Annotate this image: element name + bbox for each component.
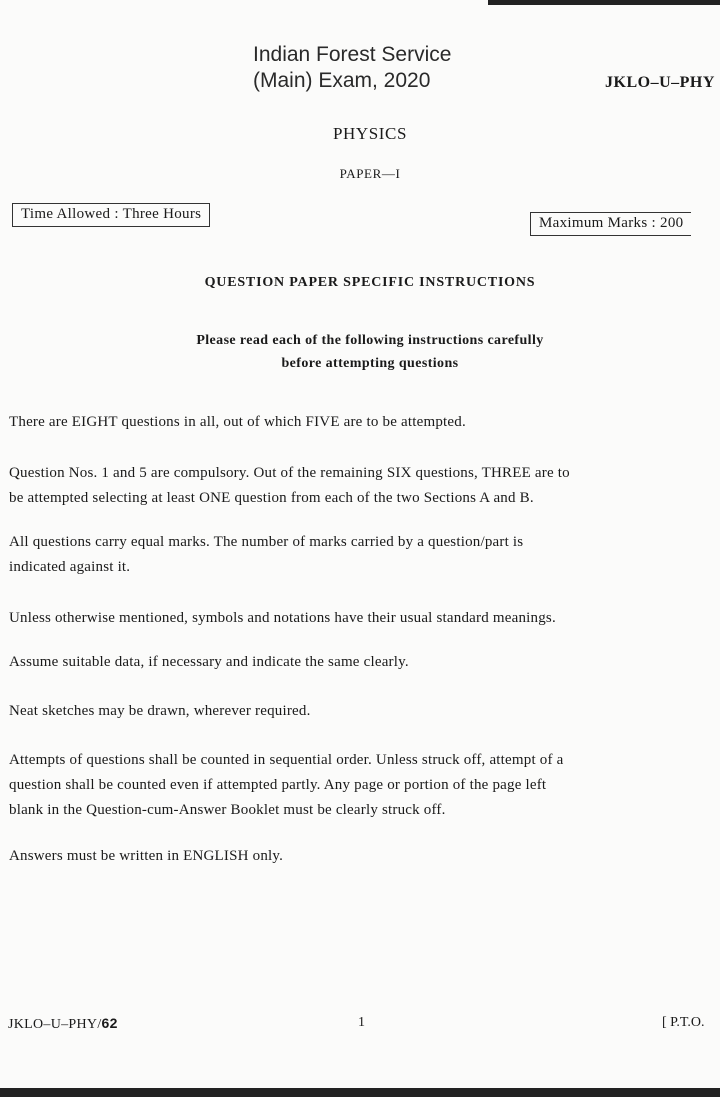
instruction-line: Unless otherwise mentioned, symbols and notations have their usual standard meanings. — [9, 610, 556, 626]
exam-stamp — [253, 42, 483, 94]
instruction-line: be attempted selecting at least ONE question from each of the two Sections A and B. — [9, 490, 534, 506]
instruction-line: indicated against it. — [9, 559, 131, 575]
instructions-heading: QUESTION PAPER SPECIFIC INSTRUCTIONS — [204, 275, 536, 290]
instruction-line: Answers must be written in ENGLISH only. — [9, 848, 284, 864]
instruction-1 — [9, 410, 720, 435]
instruction-3 — [9, 530, 720, 580]
instruction-line: question shall be counted even if attempted partly. Any page or portion of the page left — [9, 777, 547, 793]
instructions-subheading-1: Please read each of the following instructions carefully — [196, 333, 544, 348]
pto-label: [ P.T.O. — [662, 1015, 705, 1030]
footer-code-number: 62 — [101, 1015, 118, 1031]
paper-number: PAPER—I — [339, 166, 401, 181]
instruction-6 — [9, 699, 720, 724]
stamp-line-2: (Main) Exam, 2020 — [253, 69, 431, 92]
instruction-line: There are EIGHT questions in all, out of which FIVE are to be attempted. — [9, 414, 466, 430]
footer-code-prefix: JKLO–U–PHY/ — [8, 1017, 102, 1032]
stamp-line-1: Indian Forest Service — [253, 43, 452, 66]
time-allowed-box: Time Allowed : Three Hours — [12, 203, 210, 227]
instruction-line: Question Nos. 1 and 5 are compulsory. Out of the remaining SIX questions, THREE are to — [9, 465, 570, 481]
maximum-marks-box: Maximum Marks : 200 — [530, 212, 691, 236]
page-number: 1 — [358, 1015, 365, 1030]
bottom-rule — [0, 1088, 720, 1097]
instruction-8 — [9, 844, 720, 869]
top-rule — [488, 0, 720, 5]
instruction-line: Neat sketches may be drawn, wherever required. — [9, 703, 311, 719]
instructions-subheading-2: before attempting questions — [281, 356, 459, 371]
subject-title: PHYSICS — [332, 124, 408, 143]
footer-paper-code — [8, 1015, 118, 1033]
instruction-line: All questions carry equal marks. The number of marks carried by a question/part is — [9, 534, 524, 550]
paper-code: JKLO–U–PHY — [605, 74, 715, 91]
instruction-2 — [9, 461, 720, 511]
instruction-7 — [9, 748, 720, 823]
instruction-line: Attempts of questions shall be counted in sequential order. Unless struck off, attempt of a — [9, 752, 564, 768]
instruction-5 — [9, 650, 720, 675]
instruction-line: Assume suitable data, if necessary and indicate the same clearly. — [9, 654, 409, 670]
instruction-4 — [9, 606, 720, 631]
instruction-line: blank in the Question-cum-Answer Booklet must be clearly struck off. — [9, 802, 446, 818]
